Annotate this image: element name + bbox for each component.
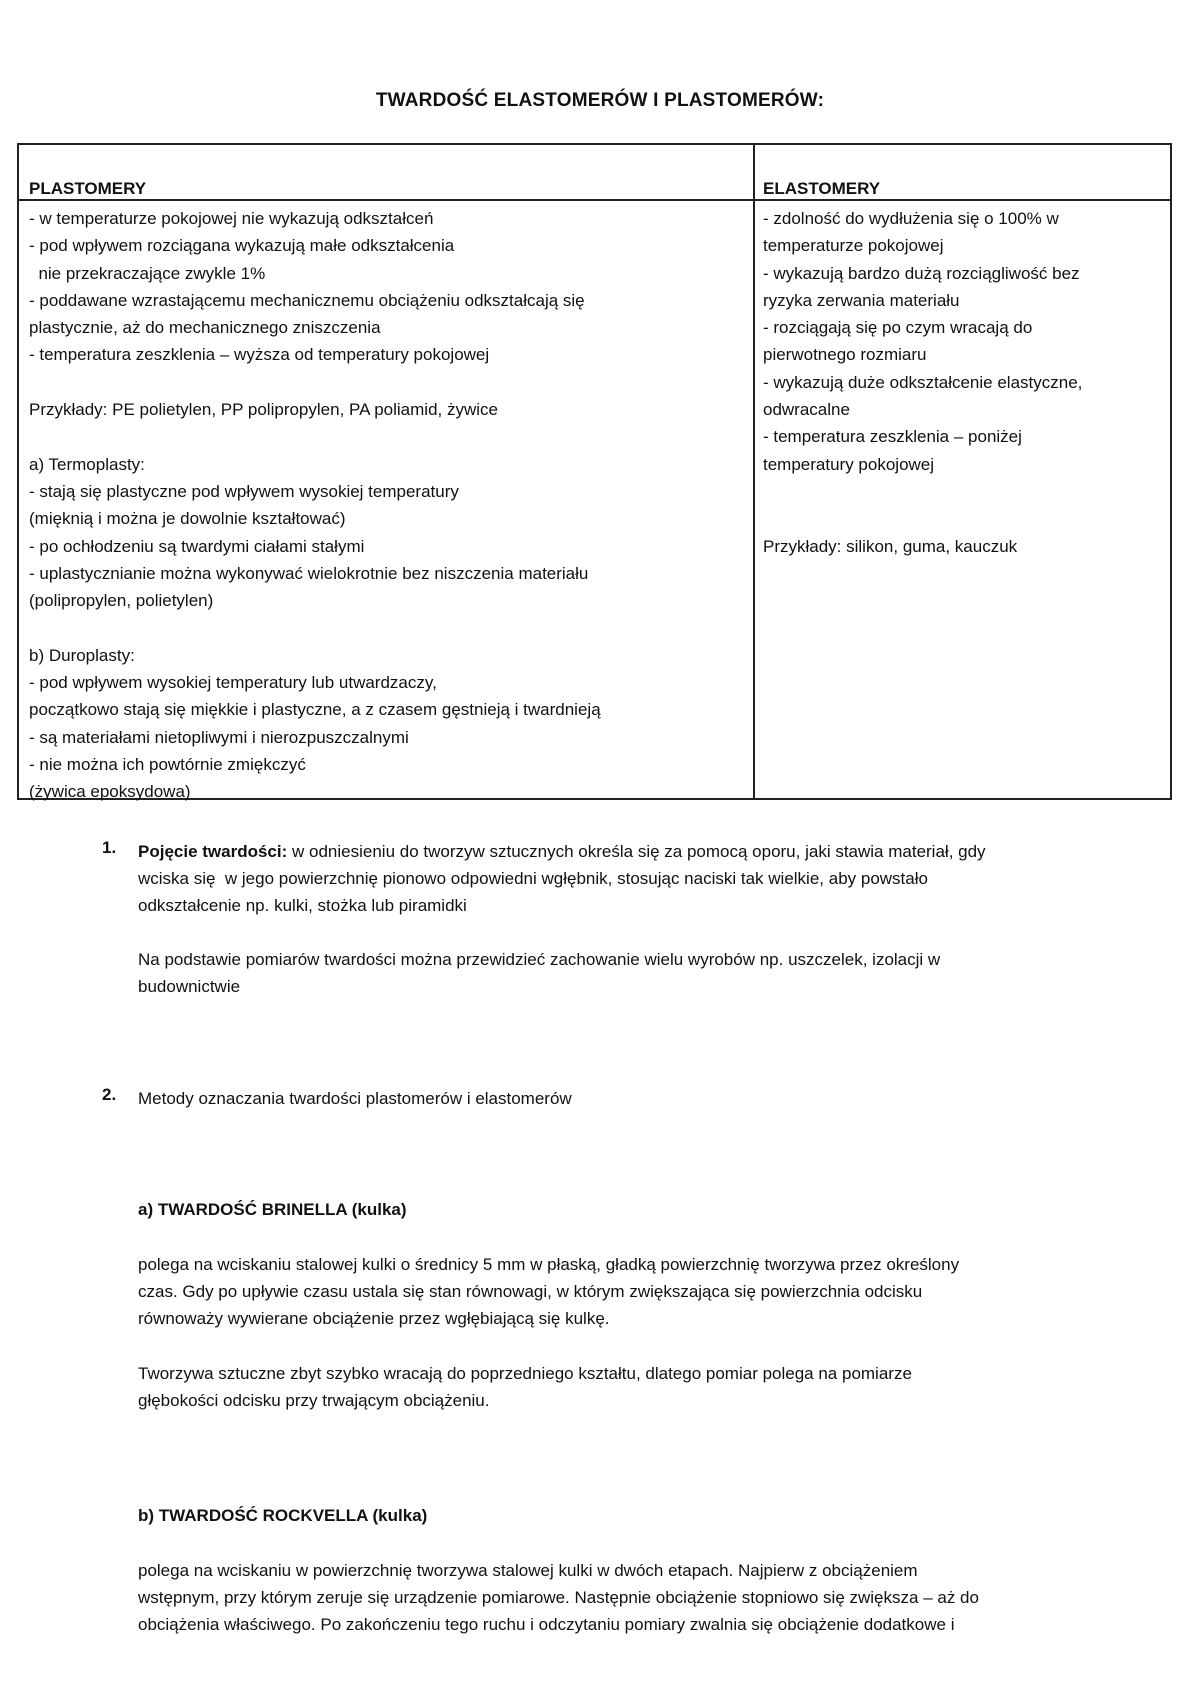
plastomery-cell [29, 205, 744, 806]
cell-line: - w temperaturze pokojowej nie wykazują odkształceń [29, 209, 434, 228]
paragraph-line: Tworzywa sztuczne zbyt szybko wracają do poprzedniego kształtu, dlatego pomiar polega na pomiarze [138, 1364, 912, 1383]
plastomery-header: PLASTOMERY [29, 179, 147, 198]
cell-line: początkowo stają się miękkie i plastyczne, a z czasem gęstnieją i twardnieją [29, 700, 601, 720]
cell-line: (polipropylen, polietylen) [29, 591, 214, 611]
rockwell-heading: b) TWARDOŚĆ ROCKVELLA (kulka) [138, 1506, 428, 1525]
paragraph-line: głębokości odcisku przy trwającym obciążeniu. [138, 1391, 490, 1410]
page-title: TWARDOŚĆ ELASTOMERÓW I PLASTOMERÓW: [375, 90, 825, 111]
paragraph-line: wstępnym, przy którym zeruje się urządzenie pomiarowe. Następnie obciążenie stopniowo się zwiększa – aż do [138, 1588, 979, 1607]
cell-line: Przykłady: PE polietylen, PP polipropylen, PA poliamid, żywice [29, 400, 498, 420]
section-2-text [138, 1085, 1138, 1112]
paragraph-line: odkształcenie np. kulki, stożka lub piramidki [138, 896, 467, 915]
cell-line: - nie można ich powtórnie zmiękczyć [29, 754, 306, 774]
brinell-paragraph-2 [138, 1360, 1138, 1414]
paragraph-line: czas. Gdy po upływie czasu ustala się stan równowagi, w którym zwiększająca się powierzchnia odcisku [138, 1282, 923, 1301]
cell-line: nie przekraczające zwykle 1% [29, 263, 266, 283]
rockwell-paragraph-1 [138, 1557, 1138, 1638]
paragraph-line: Na podstawie pomiarów twardości można przewidzieć zachowanie wielu wyrobów np. uszczelek, izolacji w [138, 950, 941, 969]
cell-line: - uplastycznianie można wykonywać wielokrotnie bez niszczenia materiału [29, 563, 589, 583]
paragraph-line: budownictwie [138, 977, 241, 996]
cell-line [763, 478, 1163, 505]
cell-line: - pod wpływem rozciągana wykazują małe odkształcenia [29, 236, 455, 256]
paragraph-line: w odniesieniu do tworzyw sztucznych określa się za pomocą oporu, jaki stawia materiał, gdy [287, 842, 986, 861]
cell-line: odwracalne [763, 400, 850, 420]
cell-line [29, 614, 744, 641]
paragraph-line: wciska się w jego powierzchnię pionowo odpowiedni wgłębnik, stosując naciski tak wielkie, aby powstało [138, 869, 928, 888]
cell-line: - pod wpływem wysokiej temperatury lub utwardzaczy, [29, 673, 437, 693]
paragraph-line: Metody oznaczania twardości plastomerów i elastomerów [138, 1089, 572, 1108]
cell-line: plastycznie, aż do mechanicznego zniszczenia [29, 318, 381, 338]
paragraph-line: obciążenia właściwego. Po zakończeniu tego ruchu i odczytaniu pomiary zwalnia się obciążenie dodatkowe i [138, 1615, 955, 1634]
section-1-paragraph [138, 838, 1138, 919]
elastomery-cell [763, 205, 1163, 560]
paragraph-line: równoważy wywierane obciążenie przez wgłębiającą się kulkę. [138, 1309, 610, 1328]
paragraph-line: polega na wciskaniu stalowej kulki o średnicy 5 mm w płaską, gładką powierzchnię tworzywa przez określony [138, 1255, 960, 1274]
cell-line: (żywica epoksydowa) [29, 782, 191, 802]
header-divider [19, 199, 1170, 201]
cell-line: - po ochłodzeniu są twardymi ciałami stałymi [29, 536, 365, 556]
cell-line [763, 505, 1163, 532]
cell-line: (mięknią i można je dowolnie kształtować) [29, 509, 346, 529]
cell-line [29, 369, 744, 396]
list-number-1: 1. [102, 838, 117, 857]
cell-line: - stają się plastyczne pod wpływem wysokiej temperatury [29, 481, 459, 501]
comparison-table [17, 143, 1172, 800]
list-number-2: 2. [102, 1085, 117, 1104]
column-divider [753, 145, 755, 798]
cell-line: b) Duroplasty: [29, 645, 135, 665]
cell-line: - rozciągają się po czym wracają do [763, 318, 1033, 338]
cell-line: - zdolność do wydłużenia się o 100% w [763, 209, 1059, 228]
cell-line: pierwotnego rozmiaru [763, 345, 927, 365]
cell-line: ryzyka zerwania materiału [763, 290, 960, 310]
brinell-heading: a) TWARDOŚĆ BRINELLA (kulka) [138, 1200, 407, 1219]
cell-line: - wykazują bardzo dużą rozciągliwość bez [763, 263, 1080, 283]
cell-line: a) Termoplasty: [29, 454, 145, 474]
cell-line [29, 423, 744, 450]
section-1-paragraph-2 [138, 946, 1138, 1000]
paragraph-line: polega na wciskaniu w powierzchnię tworzywa stalowej kulki w dwóch etapach. Najpierw z obciążeniem [138, 1561, 918, 1580]
elastomery-header: ELASTOMERY [763, 179, 881, 198]
cell-line: temperatury pokojowej [763, 454, 935, 474]
cell-line: - poddawane wzrastającemu mechanicznemu obciążeniu odkształcają się [29, 290, 585, 310]
cell-line: temperaturze pokojowej [763, 236, 944, 256]
brinell-paragraph-1 [138, 1251, 1138, 1332]
cell-line: - temperatura zeszklenia – poniżej [763, 427, 1022, 447]
cell-line: - wykazują duże odkształcenie elastyczne, [763, 372, 1083, 392]
cell-line: - temperatura zeszklenia – wyższa od temperatury pokojowej [29, 345, 490, 365]
cell-line: - są materiałami nietopliwymi i nierozpuszczalnymi [29, 727, 409, 747]
term-label: Pojęcie twardości: [138, 842, 288, 861]
cell-line: Przykłady: silikon, guma, kauczuk [763, 536, 1018, 556]
